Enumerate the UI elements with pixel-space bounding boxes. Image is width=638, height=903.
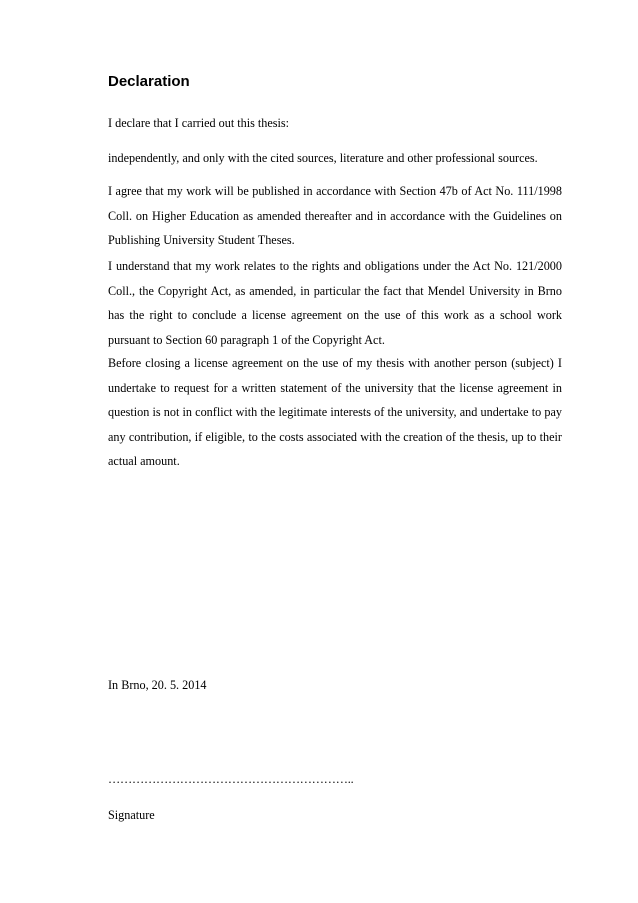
page-title: Declaration — [108, 73, 190, 90]
publication-consent-paragraph: I agree that my work will be published in accordance with Section 47b of Act No. 111/1998 Coll. on Higher Education as amended thereafter and in accordance with the Guidelines on Publishing University Student Theses. — [108, 184, 562, 247]
declaration-intro: I declare that I carried out this thesis: — [108, 116, 290, 130]
signature-line: …………………………………………………….. — [108, 772, 354, 786]
declaration-independence: independently, and only with the cited sources, literature and other professional sources. — [108, 151, 538, 165]
signature-label: Signature — [108, 808, 155, 822]
license-agreement-paragraph: Before closing a license agreement on the use of my thesis with another person (subject) I undertake to request for a written statement of the university that the license agreement in question is not in conflict with the legitimate interests of the university, and undertake to pay any contribution, if eligible, to the costs associated with the creation of the thesis, up to their actual amount. — [108, 356, 562, 468]
copyright-act-paragraph: I understand that my work relates to the rights and obligations under the Act No. 121/2000 Coll., the Copyright Act, as amended, in particular the fact that Mendel University in Brno has the right to conclude a license agreement on the use of this work as a school work pursuant to Section 60 paragraph 1 of the Copyright Act. — [108, 259, 562, 347]
place-and-date: In Brno, 20. 5. 2014 — [108, 678, 207, 692]
